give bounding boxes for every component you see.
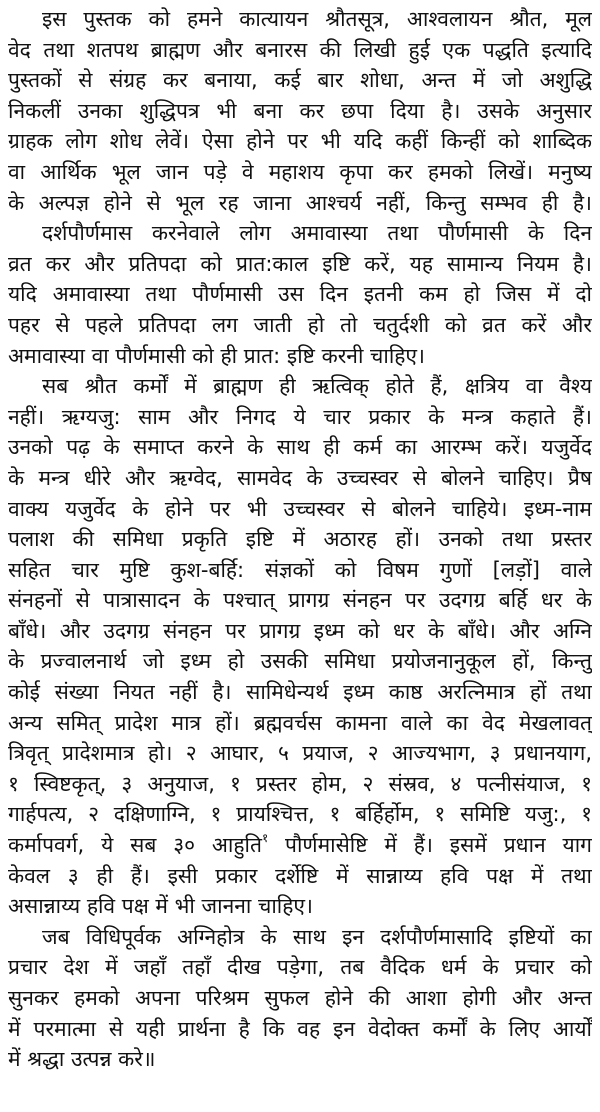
text-line: संनहनों से पात्रासादन के पश्चात् प्रागग्र संनहन पर उदगग्र बर्हि धर के bbox=[8, 588, 592, 613]
text-line: यदि अमावास्या तथा पौर्णमासी उस दिन इतनी कम हो जिस में दो bbox=[8, 282, 592, 307]
text-line: में श्रद्धा उत्पन्न करे॥ bbox=[8, 1047, 156, 1072]
text-line: व्रत कर और प्रतिपदा को प्रात:काल इष्टि करें, यह सामान्य नियम है। bbox=[8, 251, 592, 276]
text-line: गार्हपत्य, २ दक्षिणाग्नि, १ प्रायश्चित्त, १ बर्हिर्होम, १ समिष्टि यजु:, १ bbox=[8, 802, 592, 827]
text-line: में परमात्मा से यही प्रार्थना है कि वह इन वेदोक्त कर्मों के लिए आर्यों bbox=[8, 1016, 592, 1041]
text-line: बाँधे। और उदगग्र संनहन पर प्रागग्र इध्म को धर के बाँधे। और अग्नि bbox=[8, 618, 592, 643]
text-line: सहित चार मुष्टि कुश-बर्हि: संज्ञकों को विषम गुणों [लड़ों] वाले bbox=[8, 557, 592, 582]
paragraph-shrauta-karma bbox=[8, 371, 592, 922]
text-line: के अल्पज्ञ होने से भूल रह जाना आश्चर्य नहीं, किन्तु सम्भव ही है। bbox=[8, 190, 592, 215]
text-line: जब विधिपूर्वक अग्निहोत्र के साथ इन दर्शपौर्णमासादि इष्टियों का bbox=[42, 924, 592, 949]
text-line: १ स्विष्टकृत्, ३ अनुयाज, १ प्रस्तर होम, २ संस्रव, ४ पत्नीसंयाज, १ bbox=[8, 771, 592, 796]
text-line: त्रिवृत् प्रादेशमात्र हो। २ आघार, ५ प्रयाज, २ आज्यभाग, ३ प्रधानयाग, bbox=[8, 741, 592, 766]
text-line: पहर से पहले प्रतिपदा लग जाती हो तो चतुर्दशी को व्रत करें और bbox=[8, 312, 592, 337]
text-line: प्रचार देश में जहाँ तहाँ दीख पड़ेगा, तब वैदिक धर्म के प्रचार को bbox=[8, 955, 592, 980]
text-line: उनको पढ़ के समाप्त करने के साथ ही कर्म का आरम्भ करें। यजुर्वेद bbox=[8, 435, 592, 460]
text-line: केवल ३ ही हैं। इसी प्रकार दर्शेष्टि में सान्नाय्य हवि पक्ष में तथा bbox=[8, 863, 592, 888]
text-line: निकलीं उनका शुद्धिपत्र भी बना कर छपा दिया है। उसके अनुसार bbox=[8, 98, 592, 123]
text-line: असान्नाय्य हवि पक्ष में भी जानना चाहिए। bbox=[8, 894, 313, 919]
text-segment: पौर्णमासेष्टि में हैं। इसमें प्रधान याग bbox=[268, 833, 592, 858]
text-line: के प्रज्वालनार्थ जो इध्म हो उसकी समिधा प्रयोजनानुकूल हों, किन्तु bbox=[8, 649, 592, 674]
text-line: सुनकर हमको अपना परिश्रम सुफल होने की आशा होगी और अन्त bbox=[8, 986, 592, 1010]
text-line: ग्राहक लोग शोध लेवें। ऐसा होने पर भी यदि कहीं किन्हीं को शाब्दिक bbox=[8, 129, 592, 154]
paragraph-closing bbox=[8, 922, 592, 1075]
text-line: वेद तथा शतपथ ब्राह्मण और बनारस की लिखी हुई एक पद्धति इत्यादि bbox=[8, 37, 592, 62]
text-line: अन्य समित् प्रादेश मात्र हों। ब्रह्मवर्चस कामना वाले का वेद मेखलावत् bbox=[8, 710, 592, 735]
text-line: अमावास्या वा पौर्णमासी को ही प्रात: इष्टि करनी चाहिए। bbox=[8, 343, 425, 368]
text-line: पुस्तकों से संग्रह कर बनाया, कई बार शोधा, अन्त में जो अशुद्धि bbox=[8, 68, 592, 93]
text-line: पलाश की समिधा प्रकृति इष्टि में अठारह हों। उनको तथा प्रस्तर bbox=[8, 527, 592, 552]
paragraph-darshapaurnamasa bbox=[8, 218, 592, 371]
text-line: वा आर्थिक भूल जान पड़े वे महाशय कृपा कर हमको लिखें। मनुष्य bbox=[8, 159, 592, 184]
text-line: के मन्त्र धीरे और ऋग्वेद, सामवेद के उच्चस्वर से बोलने चाहिए। प्रैष bbox=[8, 465, 592, 490]
text-segment: कर्मापवर्ग, ये सब ३० आहुति bbox=[8, 833, 262, 858]
text-line bbox=[8, 830, 592, 861]
text-line: कोई संख्या नियत नहीं है। सामिधेन्यर्थ इध्म काष्ठ अरत्निमात्र हों तथा bbox=[8, 680, 592, 705]
text-line: नहीं। ऋग्यजु: साम और निगद ये चार प्रकार के मन्त्र कहाते हैं। bbox=[8, 404, 592, 429]
text-line: सब श्रौत कर्मों में ब्राह्मण ही ऋत्विक् होते हैं, क्षत्रिय वा वैश्य bbox=[42, 374, 592, 399]
text-line: दर्शपौर्णमास करनेवाले लोग अमावास्या तथा पौर्णमासी के दिन bbox=[42, 221, 592, 246]
footnote-marker: १ bbox=[261, 831, 269, 846]
text-line: इस पुस्तक को हमने कात्यायन श्रौतसूत्र, आश्वलायन श्रौत, मूल bbox=[42, 7, 592, 31]
paragraph-intro bbox=[8, 4, 592, 218]
text-line: वाक्य यजुर्वेद के होने पर भी उच्चस्वर से बोलने चाहिये। इध्म-नाम bbox=[8, 496, 592, 521]
